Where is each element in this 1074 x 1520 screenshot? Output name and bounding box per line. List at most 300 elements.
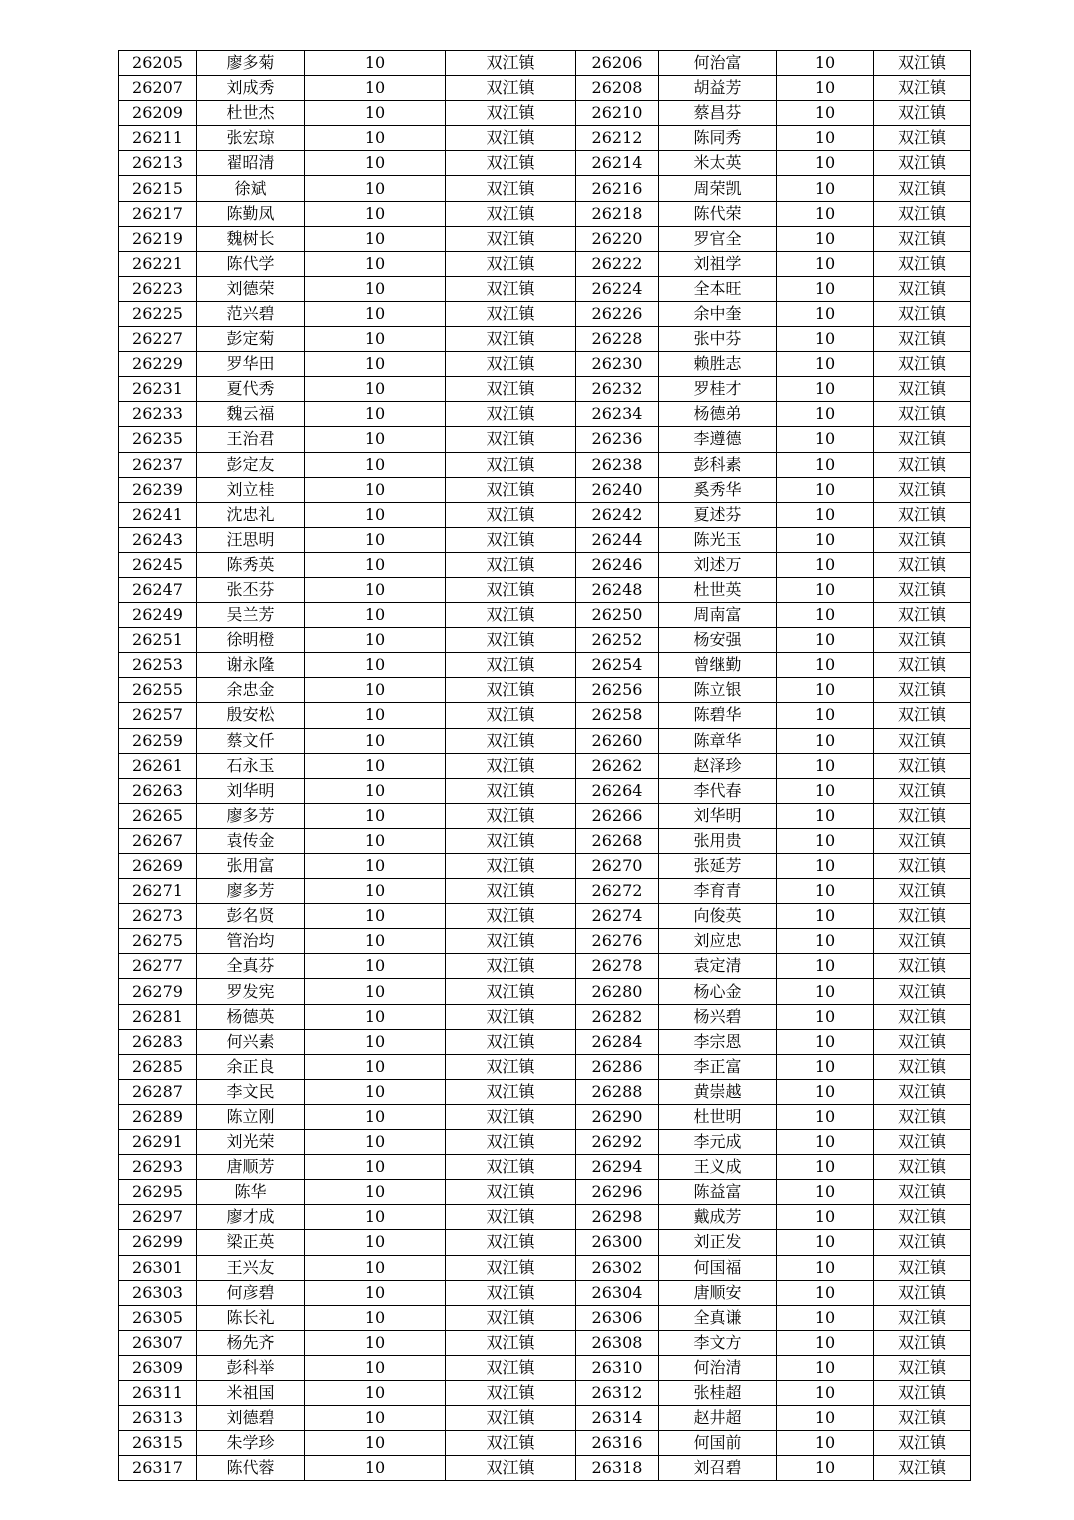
- table-row: [119, 427, 971, 452]
- name-cell: 王义成: [659, 1155, 777, 1180]
- name-cell: 张延芳: [659, 854, 777, 879]
- amount-cell: 10: [777, 854, 874, 879]
- name-cell: 杨心金: [659, 979, 777, 1004]
- town-cell: 双江镇: [446, 276, 576, 301]
- town-cell: 双江镇: [874, 1130, 971, 1155]
- name-cell: 吴兰芳: [197, 603, 305, 628]
- table-row: [119, 879, 971, 904]
- id-cell: 26258: [576, 703, 659, 728]
- table-row: [119, 101, 971, 126]
- town-cell: 双江镇: [874, 201, 971, 226]
- amount-cell: 10: [777, 552, 874, 577]
- id-cell: 26302: [576, 1255, 659, 1280]
- name-cell: 王兴友: [197, 1255, 305, 1280]
- id-cell: 26288: [576, 1079, 659, 1104]
- id-cell: 26210: [576, 101, 659, 126]
- name-cell: 廖多菊: [197, 51, 305, 76]
- table-row: [119, 1456, 971, 1481]
- id-cell: 26252: [576, 628, 659, 653]
- amount-cell: 10: [777, 477, 874, 502]
- table-row: [119, 753, 971, 778]
- id-cell: 26286: [576, 1054, 659, 1079]
- name-cell: 彭科素: [659, 452, 777, 477]
- table-row: [119, 502, 971, 527]
- name-cell: 廖多芳: [197, 803, 305, 828]
- table-row: [119, 76, 971, 101]
- town-cell: 双江镇: [874, 1079, 971, 1104]
- amount-cell: 10: [777, 828, 874, 853]
- id-cell: 26243: [119, 527, 197, 552]
- town-cell: 双江镇: [874, 954, 971, 979]
- amount-cell: 10: [305, 1054, 446, 1079]
- town-cell: 双江镇: [446, 552, 576, 577]
- name-cell: 彭名贤: [197, 904, 305, 929]
- name-cell: 全本旺: [659, 276, 777, 301]
- name-cell: 陈秀英: [197, 552, 305, 577]
- document-page: [118, 50, 970, 1481]
- name-cell: 廖多芳: [197, 879, 305, 904]
- name-cell: 周荣凯: [659, 176, 777, 201]
- amount-cell: 10: [305, 1155, 446, 1180]
- table-row: [119, 1355, 971, 1380]
- amount-cell: 10: [777, 1155, 874, 1180]
- town-cell: 双江镇: [446, 904, 576, 929]
- table-row: [119, 1230, 971, 1255]
- town-cell: 双江镇: [874, 1431, 971, 1456]
- id-cell: 26280: [576, 979, 659, 1004]
- town-cell: 双江镇: [446, 1255, 576, 1280]
- amount-cell: 10: [777, 1205, 874, 1230]
- table-row: [119, 1330, 971, 1355]
- amount-cell: 10: [305, 552, 446, 577]
- town-cell: 双江镇: [446, 1180, 576, 1205]
- table-row: [119, 251, 971, 276]
- town-cell: 双江镇: [874, 879, 971, 904]
- name-cell: 杜世明: [659, 1104, 777, 1129]
- table-row: [119, 552, 971, 577]
- amount-cell: 10: [777, 201, 874, 226]
- amount-cell: 10: [305, 226, 446, 251]
- name-cell: 何国福: [659, 1255, 777, 1280]
- table-row: [119, 176, 971, 201]
- amount-cell: 10: [305, 1104, 446, 1129]
- id-cell: 26313: [119, 1406, 197, 1431]
- name-cell: 张丕芬: [197, 577, 305, 602]
- amount-cell: 10: [305, 678, 446, 703]
- id-cell: 26282: [576, 1004, 659, 1029]
- name-cell: 李文方: [659, 1330, 777, 1355]
- town-cell: 双江镇: [874, 904, 971, 929]
- town-cell: 双江镇: [446, 577, 576, 602]
- name-cell: 朱学珍: [197, 1431, 305, 1456]
- name-cell: 刘应忠: [659, 929, 777, 954]
- town-cell: 双江镇: [446, 51, 576, 76]
- amount-cell: 10: [777, 51, 874, 76]
- amount-cell: 10: [777, 703, 874, 728]
- name-cell: 刘立桂: [197, 477, 305, 502]
- id-cell: 26236: [576, 427, 659, 452]
- town-cell: 双江镇: [874, 803, 971, 828]
- name-cell: 米祖国: [197, 1380, 305, 1405]
- id-cell: 26273: [119, 904, 197, 929]
- id-cell: 26291: [119, 1130, 197, 1155]
- amount-cell: 10: [305, 577, 446, 602]
- town-cell: 双江镇: [446, 201, 576, 226]
- amount-cell: 10: [777, 753, 874, 778]
- id-cell: 26317: [119, 1456, 197, 1481]
- name-cell: 翟昭清: [197, 151, 305, 176]
- name-cell: 袁传金: [197, 828, 305, 853]
- town-cell: 双江镇: [874, 1380, 971, 1405]
- town-cell: 双江镇: [874, 1280, 971, 1305]
- town-cell: 双江镇: [446, 778, 576, 803]
- amount-cell: 10: [777, 427, 874, 452]
- town-cell: 双江镇: [874, 301, 971, 326]
- name-cell: 袁定清: [659, 954, 777, 979]
- id-cell: 26268: [576, 828, 659, 853]
- amount-cell: 10: [305, 653, 446, 678]
- id-cell: 26253: [119, 653, 197, 678]
- amount-cell: 10: [777, 176, 874, 201]
- id-cell: 26270: [576, 854, 659, 879]
- amount-cell: 10: [777, 577, 874, 602]
- amount-cell: 10: [777, 879, 874, 904]
- amount-cell: 10: [777, 377, 874, 402]
- town-cell: 双江镇: [446, 151, 576, 176]
- amount-cell: 10: [777, 101, 874, 126]
- name-cell: 陈代学: [197, 251, 305, 276]
- town-cell: 双江镇: [874, 1255, 971, 1280]
- amount-cell: 10: [305, 1280, 446, 1305]
- amount-cell: 10: [777, 352, 874, 377]
- town-cell: 双江镇: [446, 1330, 576, 1355]
- town-cell: 双江镇: [874, 101, 971, 126]
- id-cell: 26310: [576, 1355, 659, 1380]
- id-cell: 26305: [119, 1305, 197, 1330]
- id-cell: 26208: [576, 76, 659, 101]
- town-cell: 双江镇: [874, 1029, 971, 1054]
- table-row: [119, 1029, 971, 1054]
- name-cell: 何治清: [659, 1355, 777, 1380]
- table-row: [119, 1004, 971, 1029]
- table-row: [119, 201, 971, 226]
- name-cell: 李元成: [659, 1130, 777, 1155]
- town-cell: 双江镇: [446, 703, 576, 728]
- amount-cell: 10: [305, 728, 446, 753]
- town-cell: 双江镇: [446, 929, 576, 954]
- town-cell: 双江镇: [874, 1355, 971, 1380]
- table-row: [119, 803, 971, 828]
- amount-cell: 10: [305, 201, 446, 226]
- name-cell: 罗官全: [659, 226, 777, 251]
- name-cell: 罗华田: [197, 352, 305, 377]
- id-cell: 26242: [576, 502, 659, 527]
- name-cell: 蔡昌芬: [659, 101, 777, 126]
- id-cell: 26272: [576, 879, 659, 904]
- table-row: [119, 728, 971, 753]
- amount-cell: 10: [777, 126, 874, 151]
- amount-cell: 10: [305, 1079, 446, 1104]
- id-cell: 26283: [119, 1029, 197, 1054]
- id-cell: 26235: [119, 427, 197, 452]
- id-cell: 26232: [576, 377, 659, 402]
- name-cell: 赵泽珍: [659, 753, 777, 778]
- name-cell: 魏树长: [197, 226, 305, 251]
- id-cell: 26263: [119, 778, 197, 803]
- id-cell: 26226: [576, 301, 659, 326]
- name-cell: 何彦碧: [197, 1280, 305, 1305]
- town-cell: 双江镇: [446, 377, 576, 402]
- name-cell: 何兴素: [197, 1029, 305, 1054]
- amount-cell: 10: [777, 76, 874, 101]
- name-cell: 王治君: [197, 427, 305, 452]
- table-row: [119, 1079, 971, 1104]
- name-cell: 刘德碧: [197, 1406, 305, 1431]
- town-cell: 双江镇: [446, 1230, 576, 1255]
- id-cell: 26265: [119, 803, 197, 828]
- id-cell: 26214: [576, 151, 659, 176]
- id-cell: 26314: [576, 1406, 659, 1431]
- amount-cell: 10: [305, 51, 446, 76]
- town-cell: 双江镇: [446, 1205, 576, 1230]
- name-cell: 夏述芬: [659, 502, 777, 527]
- town-cell: 双江镇: [446, 653, 576, 678]
- id-cell: 26316: [576, 1431, 659, 1456]
- name-cell: 李宗恩: [659, 1029, 777, 1054]
- name-cell: 刘召碧: [659, 1456, 777, 1481]
- name-cell: 李代春: [659, 778, 777, 803]
- amount-cell: 10: [305, 1205, 446, 1230]
- id-cell: 26312: [576, 1380, 659, 1405]
- town-cell: 双江镇: [874, 51, 971, 76]
- amount-cell: 10: [777, 1104, 874, 1129]
- amount-cell: 10: [305, 1380, 446, 1405]
- table-row: [119, 1180, 971, 1205]
- name-cell: 余忠金: [197, 678, 305, 703]
- id-cell: 26240: [576, 477, 659, 502]
- table-row: [119, 678, 971, 703]
- name-cell: 陈章华: [659, 728, 777, 753]
- table-row: [119, 1255, 971, 1280]
- id-cell: 26266: [576, 803, 659, 828]
- id-cell: 26295: [119, 1180, 197, 1205]
- id-cell: 26216: [576, 176, 659, 201]
- id-cell: 26227: [119, 327, 197, 352]
- town-cell: 双江镇: [446, 1054, 576, 1079]
- amount-cell: 10: [305, 778, 446, 803]
- amount-cell: 10: [305, 527, 446, 552]
- town-cell: 双江镇: [874, 377, 971, 402]
- town-cell: 双江镇: [874, 1305, 971, 1330]
- town-cell: 双江镇: [874, 76, 971, 101]
- town-cell: 双江镇: [874, 828, 971, 853]
- name-cell: 陈立刚: [197, 1104, 305, 1129]
- id-cell: 26311: [119, 1380, 197, 1405]
- amount-cell: 10: [777, 653, 874, 678]
- id-cell: 26278: [576, 954, 659, 979]
- name-cell: 彭科举: [197, 1355, 305, 1380]
- town-cell: 双江镇: [874, 778, 971, 803]
- town-cell: 双江镇: [446, 452, 576, 477]
- town-cell: 双江镇: [446, 352, 576, 377]
- amount-cell: 10: [305, 753, 446, 778]
- id-cell: 26285: [119, 1054, 197, 1079]
- table-row: [119, 301, 971, 326]
- table-row: [119, 1280, 971, 1305]
- name-cell: 张宏琼: [197, 126, 305, 151]
- id-cell: 26212: [576, 126, 659, 151]
- table-row: [119, 352, 971, 377]
- name-cell: 徐斌: [197, 176, 305, 201]
- name-cell: 杨德弟: [659, 402, 777, 427]
- id-cell: 26234: [576, 402, 659, 427]
- amount-cell: 10: [777, 1130, 874, 1155]
- name-cell: 刘华明: [197, 778, 305, 803]
- town-cell: 双江镇: [874, 527, 971, 552]
- town-cell: 双江镇: [446, 327, 576, 352]
- name-cell: 彭定友: [197, 452, 305, 477]
- town-cell: 双江镇: [446, 753, 576, 778]
- town-cell: 双江镇: [446, 1280, 576, 1305]
- name-cell: 刘光荣: [197, 1130, 305, 1155]
- id-cell: 26287: [119, 1079, 197, 1104]
- table-row: [119, 954, 971, 979]
- town-cell: 双江镇: [446, 879, 576, 904]
- name-cell: 杨安强: [659, 628, 777, 653]
- table-row: [119, 51, 971, 76]
- table-row: [119, 402, 971, 427]
- table-row: [119, 979, 971, 1004]
- amount-cell: 10: [777, 327, 874, 352]
- table-row: [119, 653, 971, 678]
- name-cell: 张用贵: [659, 828, 777, 853]
- name-cell: 石永玉: [197, 753, 305, 778]
- town-cell: 双江镇: [446, 1029, 576, 1054]
- town-cell: 双江镇: [446, 854, 576, 879]
- name-cell: 张用富: [197, 854, 305, 879]
- name-cell: 刘德荣: [197, 276, 305, 301]
- id-cell: 26247: [119, 577, 197, 602]
- name-cell: 陈益富: [659, 1180, 777, 1205]
- amount-cell: 10: [305, 929, 446, 954]
- town-cell: 双江镇: [446, 1305, 576, 1330]
- amount-cell: 10: [305, 954, 446, 979]
- town-cell: 双江镇: [874, 226, 971, 251]
- name-cell: 魏云福: [197, 402, 305, 427]
- id-cell: 26224: [576, 276, 659, 301]
- amount-cell: 10: [777, 979, 874, 1004]
- id-cell: 26250: [576, 603, 659, 628]
- id-cell: 26222: [576, 251, 659, 276]
- id-cell: 26276: [576, 929, 659, 954]
- town-cell: 双江镇: [874, 929, 971, 954]
- amount-cell: 10: [777, 678, 874, 703]
- id-cell: 26239: [119, 477, 197, 502]
- id-cell: 26274: [576, 904, 659, 929]
- id-cell: 26259: [119, 728, 197, 753]
- id-cell: 26307: [119, 1330, 197, 1355]
- id-cell: 26233: [119, 402, 197, 427]
- id-cell: 26219: [119, 226, 197, 251]
- name-cell: 何国前: [659, 1431, 777, 1456]
- id-cell: 26244: [576, 527, 659, 552]
- id-cell: 26281: [119, 1004, 197, 1029]
- amount-cell: 10: [305, 1230, 446, 1255]
- table-row: [119, 477, 971, 502]
- amount-cell: 10: [305, 352, 446, 377]
- amount-cell: 10: [777, 1004, 874, 1029]
- name-cell: 米太英: [659, 151, 777, 176]
- amount-cell: 10: [777, 1431, 874, 1456]
- amount-cell: 10: [777, 1355, 874, 1380]
- town-cell: 双江镇: [446, 176, 576, 201]
- name-cell: 刘祖学: [659, 251, 777, 276]
- id-cell: 26301: [119, 1255, 197, 1280]
- name-cell: 廖才成: [197, 1205, 305, 1230]
- amount-cell: 10: [777, 452, 874, 477]
- town-cell: 双江镇: [446, 1355, 576, 1380]
- town-cell: 双江镇: [874, 427, 971, 452]
- town-cell: 双江镇: [874, 753, 971, 778]
- name-cell: 何治富: [659, 51, 777, 76]
- amount-cell: 10: [305, 803, 446, 828]
- town-cell: 双江镇: [446, 628, 576, 653]
- name-cell: 李育青: [659, 879, 777, 904]
- town-cell: 双江镇: [446, 76, 576, 101]
- id-cell: 26225: [119, 301, 197, 326]
- table-row: [119, 1431, 971, 1456]
- id-cell: 26251: [119, 628, 197, 653]
- id-cell: 26245: [119, 552, 197, 577]
- id-cell: 26206: [576, 51, 659, 76]
- amount-cell: 10: [305, 251, 446, 276]
- name-cell: 蔡文仟: [197, 728, 305, 753]
- town-cell: 双江镇: [446, 1406, 576, 1431]
- name-cell: 殷安松: [197, 703, 305, 728]
- amount-cell: 10: [777, 929, 874, 954]
- amount-cell: 10: [305, 101, 446, 126]
- name-cell: 李正富: [659, 1054, 777, 1079]
- amount-cell: 10: [777, 1054, 874, 1079]
- name-cell: 沈忠礼: [197, 502, 305, 527]
- id-cell: 26217: [119, 201, 197, 226]
- name-cell: 梁正英: [197, 1230, 305, 1255]
- town-cell: 双江镇: [446, 527, 576, 552]
- amount-cell: 10: [777, 603, 874, 628]
- amount-cell: 10: [305, 301, 446, 326]
- amount-cell: 10: [777, 151, 874, 176]
- amount-cell: 10: [777, 1255, 874, 1280]
- id-cell: 26308: [576, 1330, 659, 1355]
- name-cell: 杨德英: [197, 1004, 305, 1029]
- table-row: [119, 276, 971, 301]
- id-cell: 26309: [119, 1355, 197, 1380]
- id-cell: 26211: [119, 126, 197, 151]
- town-cell: 双江镇: [874, 1406, 971, 1431]
- id-cell: 26241: [119, 502, 197, 527]
- table-row: [119, 1406, 971, 1431]
- name-cell: 陈华: [197, 1180, 305, 1205]
- name-cell: 杨先齐: [197, 1330, 305, 1355]
- id-cell: 26257: [119, 703, 197, 728]
- name-cell: 陈勤凤: [197, 201, 305, 226]
- amount-cell: 10: [777, 803, 874, 828]
- town-cell: 双江镇: [446, 1079, 576, 1104]
- town-cell: 双江镇: [874, 979, 971, 1004]
- town-cell: 双江镇: [874, 1054, 971, 1079]
- table-row: [119, 577, 971, 602]
- amount-cell: 10: [305, 628, 446, 653]
